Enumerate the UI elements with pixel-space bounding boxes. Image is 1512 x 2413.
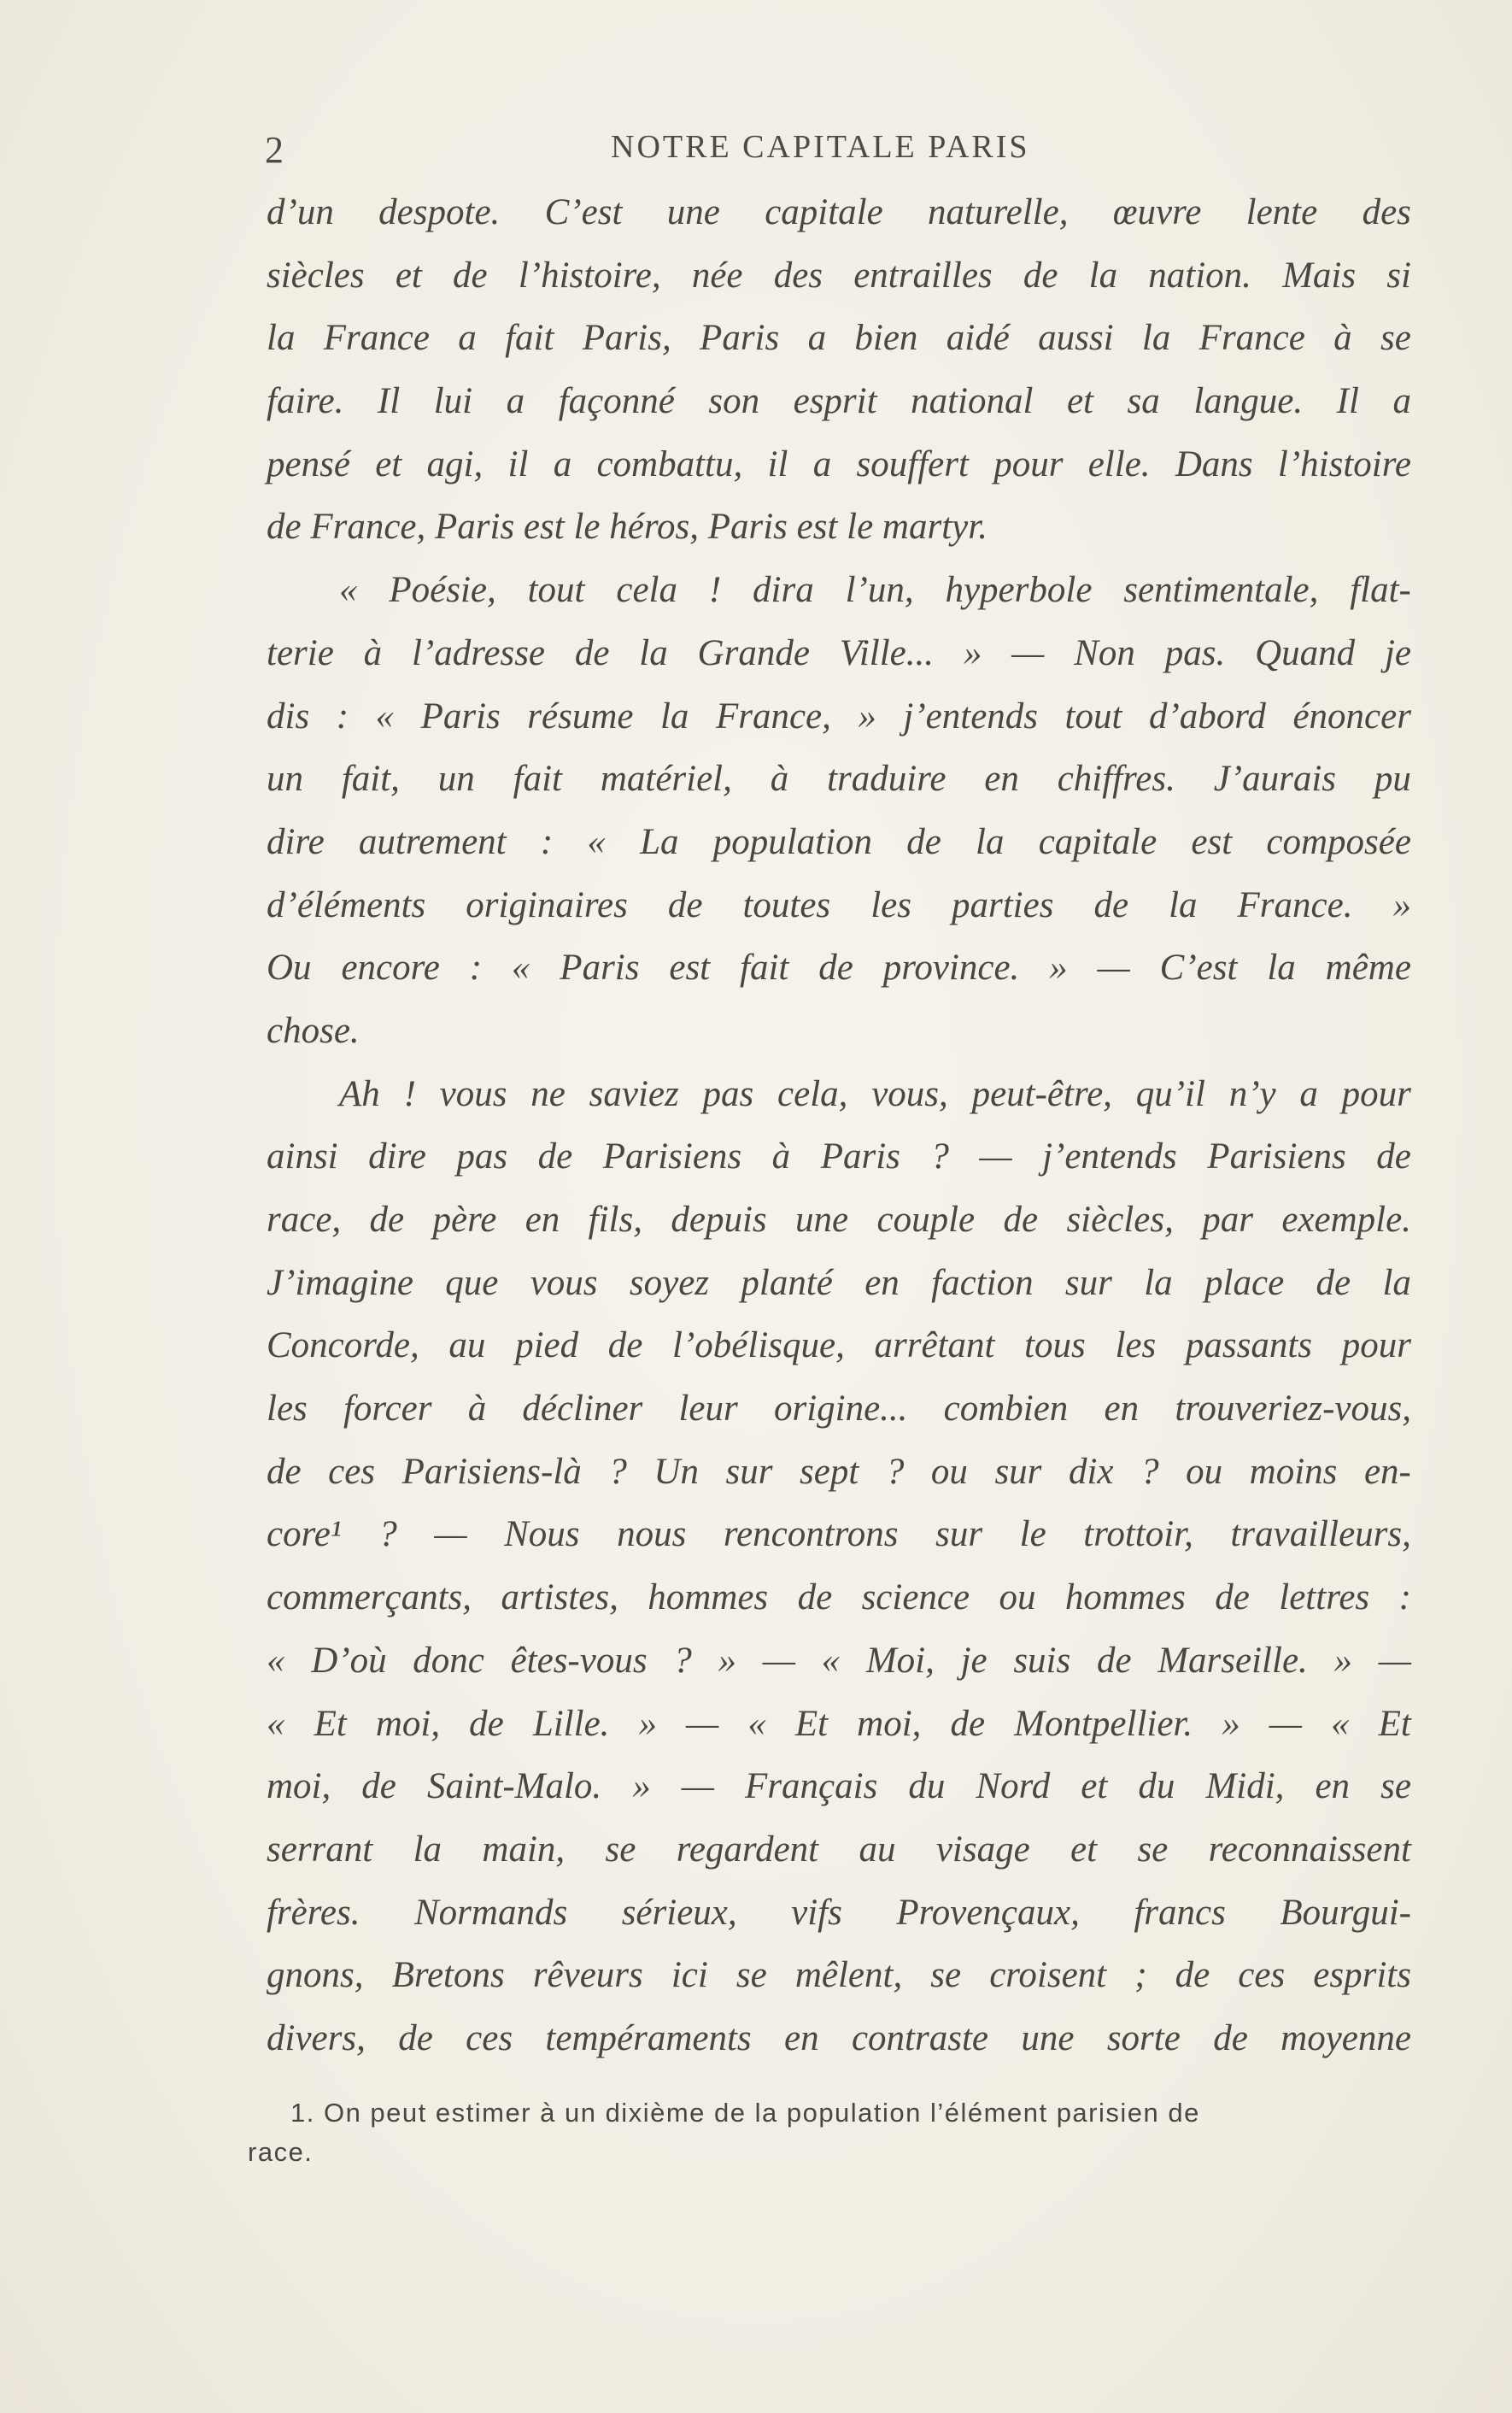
- footnote-line: 1. On peut estimer à un dixième de la population l’élément parisien de: [290, 2098, 1200, 2128]
- text-line: un fait, un fait matériel, à traduire en chiffres. J’aurais pu: [267, 759, 1411, 800]
- text-line: siècles et de l’histoire, née des entrailles de la nation. Mais si: [267, 255, 1411, 296]
- text-line: Ou encore : « Paris est fait de province. » — C’est la même: [267, 948, 1411, 989]
- footnote-line: race.: [248, 2137, 314, 2167]
- text-line: moi, de Saint-Malo. » — Français du Nord et du Midi, en se: [267, 1766, 1411, 1807]
- text-line: pensé et agi, il a combattu, il a souffert pour elle. Dans l’histoire: [267, 443, 1411, 484]
- text-line: terie à l’adresse de la Grande Ville... » — Non pas. Quand je: [267, 632, 1411, 673]
- text-line: faire. Il lui a façonné son esprit national et sa langue. Il a: [267, 381, 1411, 422]
- text-line: ainsi dire pas de Parisiens à Paris ? — j’entends Parisiens de: [267, 1136, 1411, 1177]
- text-line: de ces Parisiens-là ? Un sur sept ? ou sur dix ? ou moins en-: [267, 1451, 1411, 1492]
- text-line: frères. Normands sérieux, vifs Provençaux, francs Bourgui-: [267, 1892, 1411, 1933]
- footnote: [248, 2093, 1409, 2172]
- text-line: race, de père en fils, depuis une couple de siècles, par exemple.: [267, 1200, 1411, 1240]
- text-line: chose.: [267, 1010, 360, 1051]
- text-line: dis : « Paris résume la France, » j’entends tout d’abord énoncer: [267, 696, 1411, 737]
- text-line: Concorde, au pied de l’obélisque, arrêtant tous les passants pour: [267, 1325, 1411, 1366]
- text-line: dire autrement : « La population de la capitale est composée: [267, 821, 1411, 862]
- text-line: core¹ ? — Nous nous rencontrons sur le trottoir, travailleurs,: [267, 1514, 1411, 1555]
- text-line: Ah ! vous ne saviez pas cela, vous, peut-être, qu’il n’y a pour: [339, 1073, 1411, 1114]
- text-line: les forcer à décliner leur origine... combien en trouveriez-vous,: [267, 1389, 1411, 1430]
- text-line: serrant la main, se regardent au visage et se reconnaissent: [267, 1829, 1411, 1870]
- text-line: d’éléments originaires de toutes les parties de la France. »: [267, 884, 1411, 925]
- text-line: divers, de ces tempéraments en contraste une sorte de moyenne: [267, 2017, 1411, 2058]
- page-number: 2: [265, 129, 284, 171]
- text-line: « Poésie, tout cela ! dira l’un, hyperbole sentimentale, flat-: [339, 570, 1411, 611]
- text-line: « Et moi, de Lille. » — « Et moi, de Montpellier. » — « Et: [267, 1703, 1411, 1744]
- running-title: NOTRE CAPITALE PARIS: [611, 129, 1030, 165]
- text-line: d’un despote. C’est une capitale naturelle, œuvre lente des: [267, 192, 1411, 232]
- page-header: [265, 128, 1409, 179]
- text-line: de France, Paris est le héros, Paris est le martyr.: [267, 507, 987, 548]
- text-line: gnons, Bretons rêveurs ici se mêlent, se croisent ; de ces esprits: [267, 1955, 1411, 1996]
- text-line: « D’où donc êtes-vous ? » — « Moi, je suis de Marseille. » —: [267, 1640, 1411, 1681]
- text-line: J’imagine que vous soyez planté en faction sur la place de la: [267, 1262, 1411, 1303]
- body-text: [267, 181, 1411, 2070]
- text-line: commerçants, artistes, hommes de science ou hommes de lettres :: [267, 1577, 1411, 1618]
- text-line: la France a fait Paris, Paris a bien aidé aussi la France à se: [267, 318, 1411, 359]
